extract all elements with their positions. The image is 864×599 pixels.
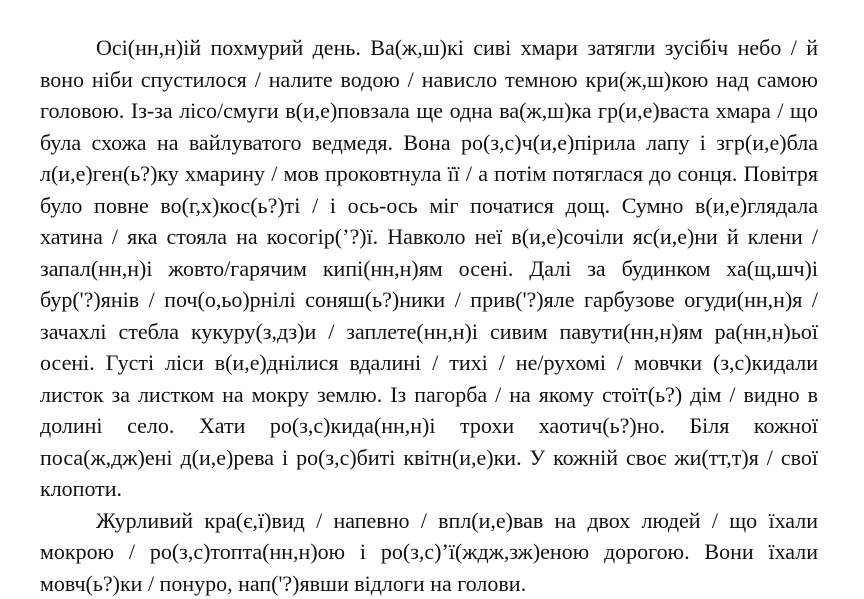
paragraph-2: Журливий кра(є,ї)вид / напевно / впл(и,е)вав на двох людей / що їхали мокрою / ро(з,с)топта(нн,н)ою і ро(з,с)’ї(ждж,зж)еною дорогою. Вони їхали мовч(ь?)ки / понуро, нап('?)явши відлоги на голови.	[40, 505, 818, 599]
document-page	[40, 32, 818, 599]
paragraph-1: Осі(нн,н)ій похмурий день. Ва(ж,ш)кі сиві хмари затягли зусібіч небо / й воно ніби спустилося / налите водою / нависло темною кри(ж,ш)кою над самою головою. Із-за лісо/смуги в(и,е)повзала ще одна ва(ж,ш)ка гр(и,е)васта хмара / що була схожа на вайлуватого ведмедя. Вона ро(з,с)ч(и,е)пірила лапу і згр(и,е)бла л(и,е)ген(ь?)ку хмарину / мов проковтнула її / а потім потяглася до сонця. Повітря було повне во(г,х)кос(ь?)ті / і ось-ось міг початися дощ. Сумно в(и,е)глядала хатина / яка стояла на косогір(’?)ї. Навколо неї в(и,е)сочіли яс(и,е)ни й клени / запал(нн,н)і жовто/гарячим кипі(нн,н)ям осені. Далі за будинком ха(щ,шч)і бур('?)янів / поч(о,ьо)рнілі соняш(ь?)ники / прив('?)яле гарбузове огуди(нн,н)я / зачахлі стебла кукуру(з,дз)и / заплете(нн,н)і сивим павути(нн,н)ям ра(нн,н)ьої осені. Густі ліси в(и,е)днілися вдалині / тихі / не/рухомі / мовчки (з,с)кидали листок за листком на мокру землю. Із пагорба / на якому стоїт(ь?) дім / видно в долині село. Хати ро(з,с)кида(нн,н)і трохи хаотич(ь?)но. Біля кожної поса(ж,дж)ені д(и,е)рева і ро(з,с)биті квітн(и,е)ки. У кожній своє жи(тт,т)я / свої клопоти.	[40, 32, 818, 505]
